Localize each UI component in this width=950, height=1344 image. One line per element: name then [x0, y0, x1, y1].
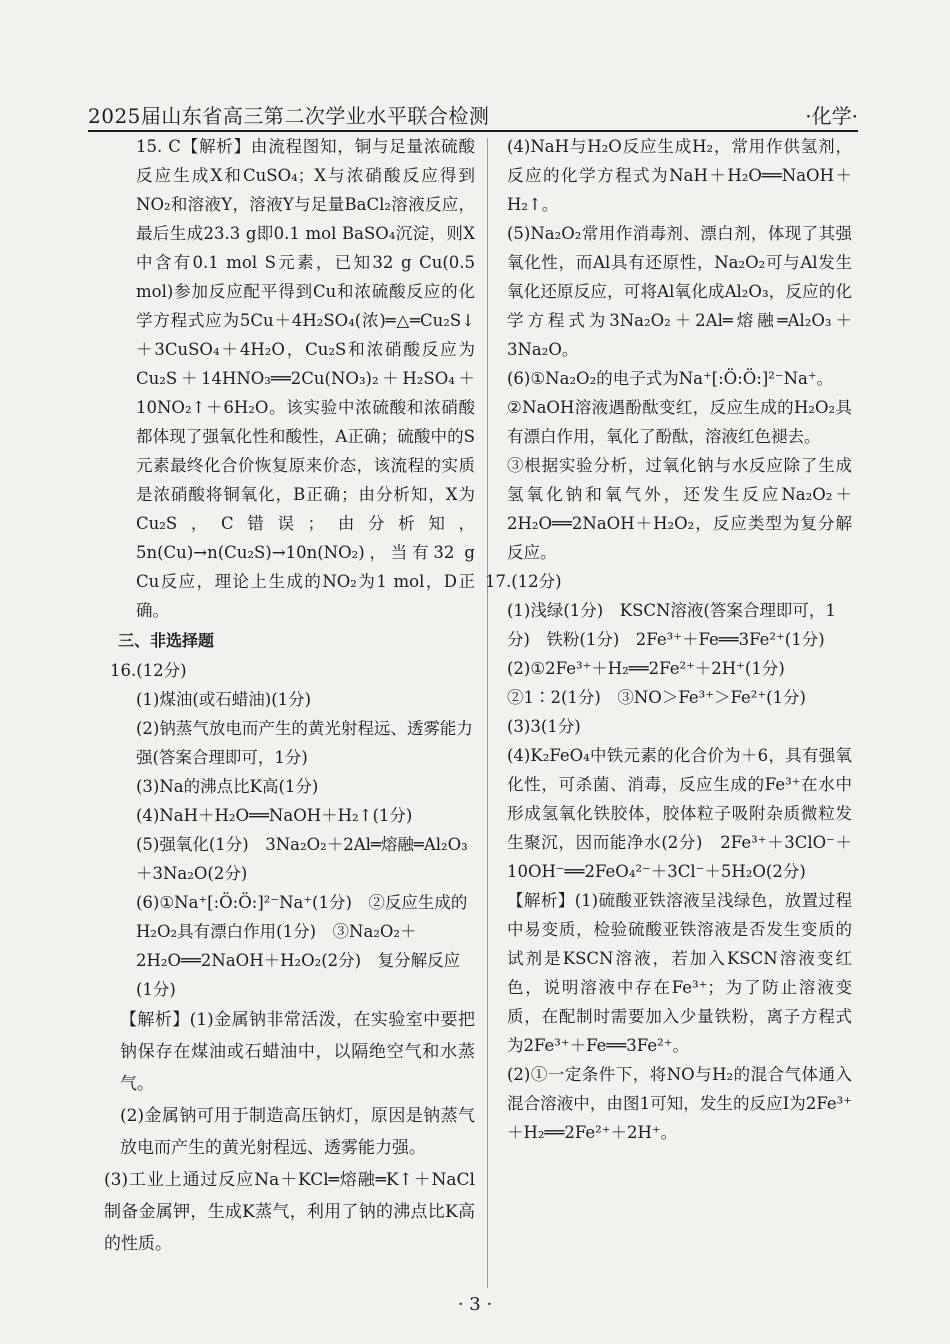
exam-title: 2025届山东省高三第二次学业水平联合检测: [88, 104, 490, 128]
q16-analysis-1: 【解析】(1)金属钠非常活泼，在实验室中要把钠保存在煤油或石蜡油中，以隔绝空气和水蒸气。: [120, 1010, 475, 1094]
q16-part6: (6)①Na⁺[:Ö:Ö:]²⁻Na⁺(1分) ②反应生成的H₂O₂具有漂白作用(1分) ③Na₂O₂＋2H₂O══2NaOH＋H₂O₂(2分) 复分解反应(1分): [136, 893, 468, 999]
q15-answer: 15. C【解析】由流程图知，铜与足量浓硫酸反应生成X和CuSO₄；X与浓硝酸反应得到NO₂和溶液Y，溶液Y与足量BaCl₂溶液反应，最后生成23.3 g即0.1 mol BaSO₄沉淀，则X中含有0.1 mol S元素，已知32 g Cu(0.5 mol)参加反应配平得到Cu和浓硫酸反应的化学方程式应为5Cu＋4H₂SO₄(浓)═△═Cu₂S↓＋3CuSO₄＋4H₂O，Cu₂S和浓硝酸反应为Cu₂S＋14HNO₃══2Cu(NO₃)₂＋H₂SO₄＋10NO₂↑＋6H₂O。该实验中浓硫酸和浓硝酸都体现了强氧化性和酸性，A正确；硫酸中的S元素最终化合价恢复原来价态，该流程的实质是浓硝酸将铜氧化，B正确；由分析知，X为Cu₂S，C错误；由分析知，5n(Cu)→n(Cu₂S)→10n(NO₂)，当有32 g Cu反应，理论上生成的NO₂为1 mol，D正确。: [136, 137, 475, 620]
page-header: [88, 96, 858, 132]
q17-analysis-1: 【解析】(1)硫酸亚铁溶液呈浅绿色，放置过程中易变质，检验硫酸亚铁溶液是否发生变质的试剂是KSCN溶液，若加入KSCN溶液变红色，说明溶液中存在Fe³⁺；为了防止溶液变质，在配制时需要加入少量铁粉，离子方程式为2Fe³⁺＋Fe══3Fe²⁺。: [507, 891, 852, 1055]
column-divider: [487, 138, 488, 1288]
q17-part2a: (2)①2Fe³⁺＋H₂══2Fe²⁺＋2H⁺(1分): [507, 659, 785, 678]
q16-analysis-6-1: (6)①Na₂O₂的电子式为Na⁺[:Ö:Ö:]²⁻Na⁺。: [507, 369, 834, 388]
q17-analysis-2: (2)①一定条件下，将NO与H₂的混合气体通入混合溶液中，由图1可知，发生的反应Ⅰ为2Fe³⁺＋H₂══2Fe²⁺＋2H⁺。: [507, 1065, 852, 1142]
q16-analysis-5: (5)Na₂O₂常用作消毒剂、漂白剂，体现了其强氧化性，而Al具有还原性，Na₂O₂可与Al发生氧化还原反应，可将Al氧化成Al₂O₃，反应的化学方程式为3Na₂O₂＋2Al═熔融═Al₂O₃＋3Na₂O。: [507, 224, 852, 359]
q16-analysis-6-2: ②NaOH溶液遇酚酞变红，反应生成的H₂O₂具有漂白作用，氧化了酚酞，溶液红色褪去。: [507, 398, 852, 446]
q16-part1: (1)煤油(或石蜡油)(1分): [136, 690, 312, 709]
section-heading: 三、非选择题: [118, 631, 215, 650]
left-column: [90, 132, 475, 1260]
q16-part2: (2)钠蒸气放电而产生的黄光射程远、透雾能力强(答案合理即可，1分): [136, 719, 473, 767]
q16-part5: (5)强氧化(1分) 3Na₂O₂＋2Al═熔融═Al₂O₃＋3Na₂O(2分): [136, 835, 468, 883]
subject-label: ·化学·: [805, 104, 858, 128]
right-column: [485, 132, 852, 1147]
page-number: · 3 ·: [457, 1294, 493, 1315]
q17-heading: 17.(12分): [485, 572, 562, 591]
q16-heading: 16.(12分): [110, 661, 187, 680]
q17-part1: (1)浅绿(1分) KSCN溶液(答案合理即可，1分) 铁粉(1分) 2Fe³⁺＋Fe══3Fe²⁺(1分): [507, 601, 836, 649]
q16-analysis-3: (3)工业上通过反应Na＋KCl═熔融═K↑＋NaCl制备金属钾，生成K蒸气，利用了钠的沸点比K高的性质。: [104, 1170, 475, 1254]
q16-analysis-4: (4)NaH与H₂O反应生成H₂，常用作供氢剂，反应的化学方程式为NaH＋H₂O══NaOH＋H₂↑。: [507, 137, 852, 214]
q16-part4: (4)NaH＋H₂O══NaOH＋H₂↑(1分): [136, 806, 413, 825]
q16-part3: (3)Na的沸点比K高(1分): [136, 777, 319, 796]
q17-part4: (4)K₂FeO₄中铁元素的化合价为＋6，具有强氧化性，可杀菌、消毒，反应生成的Fe³⁺在水中形成氢氧化铁胶体，胶体粒子吸附杂质微粒发生聚沉，因而能净水(2分) 2Fe³⁺＋3ClO⁻＋10OH⁻══2FeO₄²⁻＋3Cl⁻＋5H₂O(2分): [507, 746, 852, 881]
q17-part2b: ②1∶2(1分) ③NO＞Fe³⁺＞Fe²⁺(1分): [507, 688, 806, 707]
q16-analysis-6-3: ③根据实验分析，过氧化钠与水反应除了生成氢氧化钠和氧气外，还发生反应Na₂O₂＋2H₂O══2NaOH＋H₂O₂，反应类型为复分解反应。: [507, 456, 852, 562]
q17-part3: (3)3(1分): [507, 717, 581, 736]
q16-analysis-2: (2)金属钠可用于制造高压钠灯，原因是钠蒸气放电而产生的黄光射程远、透雾能力强。: [120, 1106, 475, 1158]
